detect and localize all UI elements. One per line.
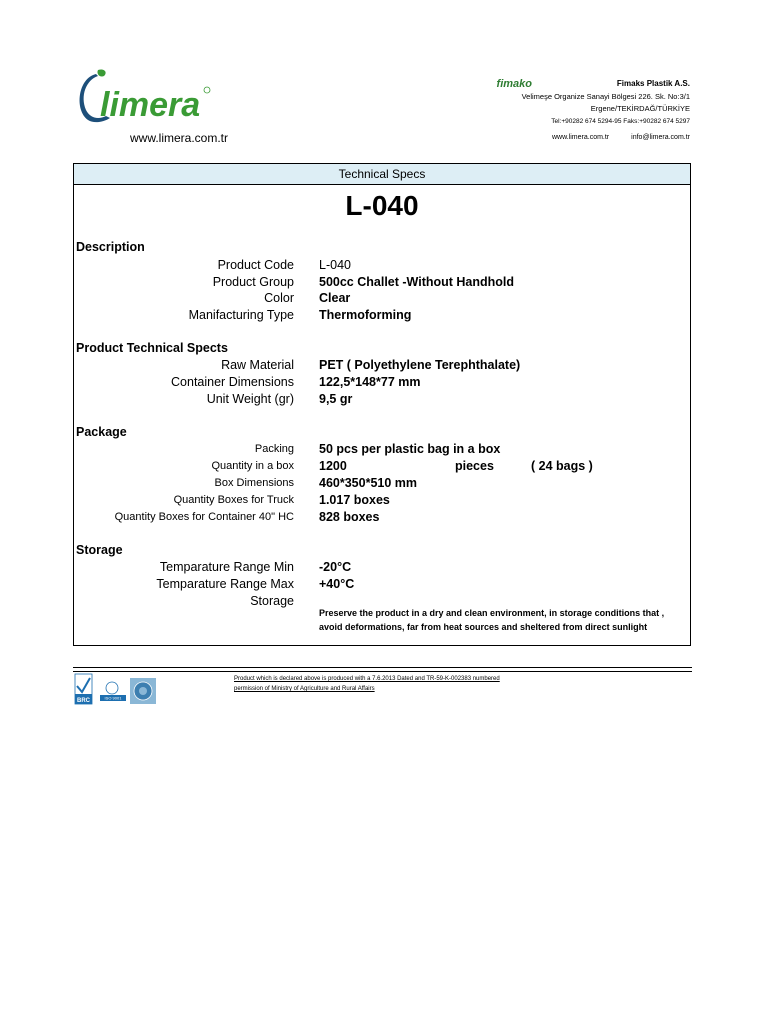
specs-header: Technical Specs (74, 164, 690, 185)
temp-max-value: +40°C (319, 577, 355, 591)
certification-badges (74, 672, 158, 706)
manufacturing-value: Thermoforming (319, 308, 412, 322)
temp-min-label: Temparature Range Min (159, 560, 294, 574)
website-link[interactable]: www.limera.com.tr (130, 131, 229, 145)
product-code-value: L-040 (319, 258, 351, 272)
product-code-label: Product Code (217, 258, 294, 272)
temp-min-value: -20°C (319, 560, 352, 574)
company-links (552, 134, 690, 141)
qty-truck-label: Quantity Boxes for Truck (173, 494, 294, 506)
unit-weight-value: 9,5 gr (319, 392, 353, 406)
packing-label: Packing (254, 443, 294, 455)
technical-specs-box (73, 163, 691, 646)
technical-heading: Product Technical Spects (76, 341, 228, 355)
logo-text: limera (100, 86, 201, 124)
product-title: L-040 (345, 190, 419, 221)
limera-logo (74, 68, 214, 128)
company-email-link[interactable]: info@limera.com.tr (631, 134, 690, 141)
color-value: Clear (319, 291, 351, 305)
company-address-2: Ergene/TEKİRDAĞ/TÜRKİYE (590, 104, 690, 113)
footer-note-line-2: permission of Ministry of Agriculture and Rural Affairs (234, 686, 375, 692)
box-dim-value: 460*350*510 mm (319, 476, 417, 490)
box-dim-label: Box Dimensions (214, 477, 294, 489)
manufacturing-label: Manifacturing Type (188, 308, 294, 322)
container-dim-value: 122,5*148*77 mm (319, 375, 421, 389)
container-dim-label: Container Dimensions (171, 375, 294, 389)
qty-box-unit: pieces (455, 459, 494, 473)
product-group-value: 500cc Challet -Without Handhold (319, 275, 515, 289)
fimako-logo: fimako (496, 78, 532, 90)
company-phone: Tel:+90282 674 5294-95 Faks:+90282 674 5297 (551, 117, 690, 125)
company-web-link[interactable]: www.limera.com.tr (551, 134, 610, 141)
temp-max-label: Temparature Range Max (156, 577, 294, 591)
footer-note (234, 674, 500, 694)
footer-divider-bottom (73, 671, 692, 672)
qty-box-value: 1200 (319, 459, 347, 473)
product-group-label: Product Group (212, 275, 294, 289)
color-label: Color (264, 291, 294, 305)
company-info (390, 78, 690, 128)
description-heading: Description (76, 240, 145, 254)
package-heading: Package (76, 425, 127, 439)
storage-note-line-1: Preserve the product in a dry and clean environment, in storage conditions that , (319, 608, 665, 618)
iso-badge-text: ISO 9001 (104, 695, 122, 701)
raw-material-label: Raw Material (221, 358, 294, 372)
raw-material-value: PET ( Polyethylene Terephthalate) (319, 358, 521, 372)
company-address-1: Velimeşe Organize Sanayi Bölgesi 226. Sk. No:3/1 (521, 91, 690, 101)
qty-container-label: Quantity Boxes for Container 40" HC (114, 511, 294, 523)
qty-container-value: 828 boxes (319, 510, 380, 524)
qty-box-bags: ( 24 bags ) (531, 459, 593, 473)
qty-truck-value: 1.017 boxes (319, 493, 390, 507)
storage-heading: Storage (76, 543, 123, 557)
company-name: Fimaks Plastik A.S. (616, 79, 690, 88)
packing-value: 50 pcs per plastic bag in a box (319, 442, 501, 456)
unit-weight-label: Unit Weight (gr) (206, 392, 294, 406)
qty-box-label: Quantity in a box (211, 460, 294, 472)
footer-divider-top (73, 667, 692, 668)
footer-note-line-1: Product which is declared above is produced with a 7.6.2013 Dated and TR-59-K-002383 numbered (234, 676, 500, 682)
storage-note-line-2: avoid deformations, far from heat sources and sheltered from direct sunlight (319, 622, 648, 632)
brc-badge-text: BRC (77, 698, 90, 704)
storage-label: Storage (250, 594, 294, 608)
